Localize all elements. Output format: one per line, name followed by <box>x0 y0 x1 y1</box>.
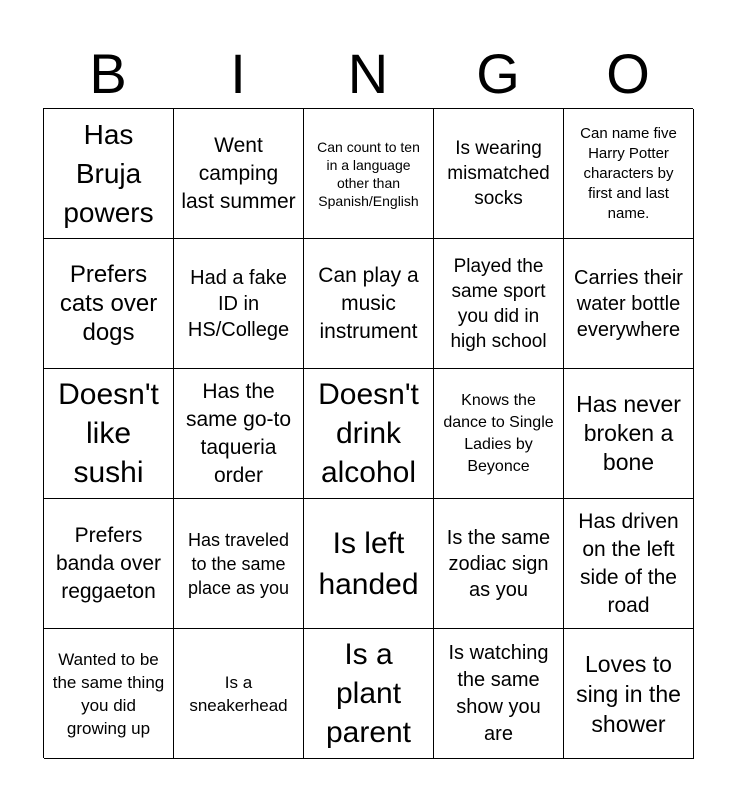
bingo-cell[interactable] <box>44 109 174 239</box>
cell-text: Is left handed <box>318 526 419 601</box>
cell-text: Can name five Harry Potter characters by first and last name. <box>580 124 677 222</box>
header-letter-i: I <box>230 41 246 105</box>
cell-text: Had a fake ID in HS/College <box>187 266 290 341</box>
bingo-cell[interactable] <box>434 239 564 369</box>
cell-text: Loves to sing in the shower <box>576 650 681 737</box>
bingo-cell[interactable] <box>304 369 434 499</box>
bingo-cell[interactable] <box>174 109 304 239</box>
cell-text: Knows the dance to Single Ladies by Beyonce <box>443 391 554 475</box>
bingo-cell[interactable] <box>564 109 694 239</box>
cell-text: Has traveled to the same place as you <box>187 529 290 598</box>
cell-text: Is watching the same show you are <box>448 641 549 745</box>
bingo-cell[interactable] <box>174 369 304 499</box>
bingo-cell[interactable] <box>44 629 174 759</box>
bingo-cell[interactable] <box>564 629 694 759</box>
bingo-grid <box>43 108 693 758</box>
bingo-cell[interactable] <box>304 239 434 369</box>
cell-text: Is a plant parent <box>325 638 412 749</box>
bingo-cell[interactable] <box>434 499 564 629</box>
bingo-cell[interactable] <box>304 499 434 629</box>
bingo-cell[interactable] <box>174 499 304 629</box>
bingo-cell[interactable] <box>564 239 694 369</box>
cell-text: Has never broken a bone <box>576 391 681 475</box>
cell-text: Has the same go-to taqueria order <box>185 379 292 487</box>
bingo-cell[interactable] <box>564 369 694 499</box>
cell-text: Can play a music instrument <box>318 263 419 343</box>
cell-text: Has driven on the left side of the road <box>578 509 679 617</box>
bingo-cell[interactable] <box>44 499 174 629</box>
cell-text: Is the same zodiac sign as you <box>446 526 551 601</box>
cell-text: Went camping last summer <box>181 133 296 213</box>
bingo-cell[interactable] <box>304 109 434 239</box>
bingo-cell[interactable] <box>174 629 304 759</box>
bingo-cell[interactable] <box>434 629 564 759</box>
cell-text: Doesn't like sushi <box>58 378 159 489</box>
header-letter-g: G <box>476 41 520 105</box>
cell-text: Doesn't drink alcohol <box>318 378 419 489</box>
bingo-cell[interactable] <box>174 239 304 369</box>
cell-text: Prefers cats over dogs <box>59 261 158 346</box>
header-letter-o: O <box>606 41 650 105</box>
cell-text: Has Bruja powers <box>63 119 154 228</box>
bingo-cell[interactable] <box>564 499 694 629</box>
bingo-cell[interactable] <box>434 109 564 239</box>
cell-text: Can count to ten in a language other than Spanish/English <box>317 138 420 209</box>
bingo-header <box>43 38 693 108</box>
cell-text: Prefers banda over reggaeton <box>55 523 162 603</box>
cell-text: Played the same sport you did in high school <box>450 255 547 352</box>
bingo-cell[interactable] <box>44 239 174 369</box>
cell-text: Is a sneakerhead <box>189 672 288 715</box>
bingo-cell[interactable] <box>434 369 564 499</box>
bingo-cell[interactable] <box>304 629 434 759</box>
bingo-cell[interactable] <box>44 369 174 499</box>
header-letter-b: B <box>89 41 127 105</box>
cell-text: Carries their water bottle everywhere <box>574 266 683 341</box>
header-letter-n: N <box>347 41 389 105</box>
cell-text: Wanted to be the same thing you did growing up <box>52 649 165 738</box>
cell-text: Is wearing mismatched socks <box>447 138 550 209</box>
